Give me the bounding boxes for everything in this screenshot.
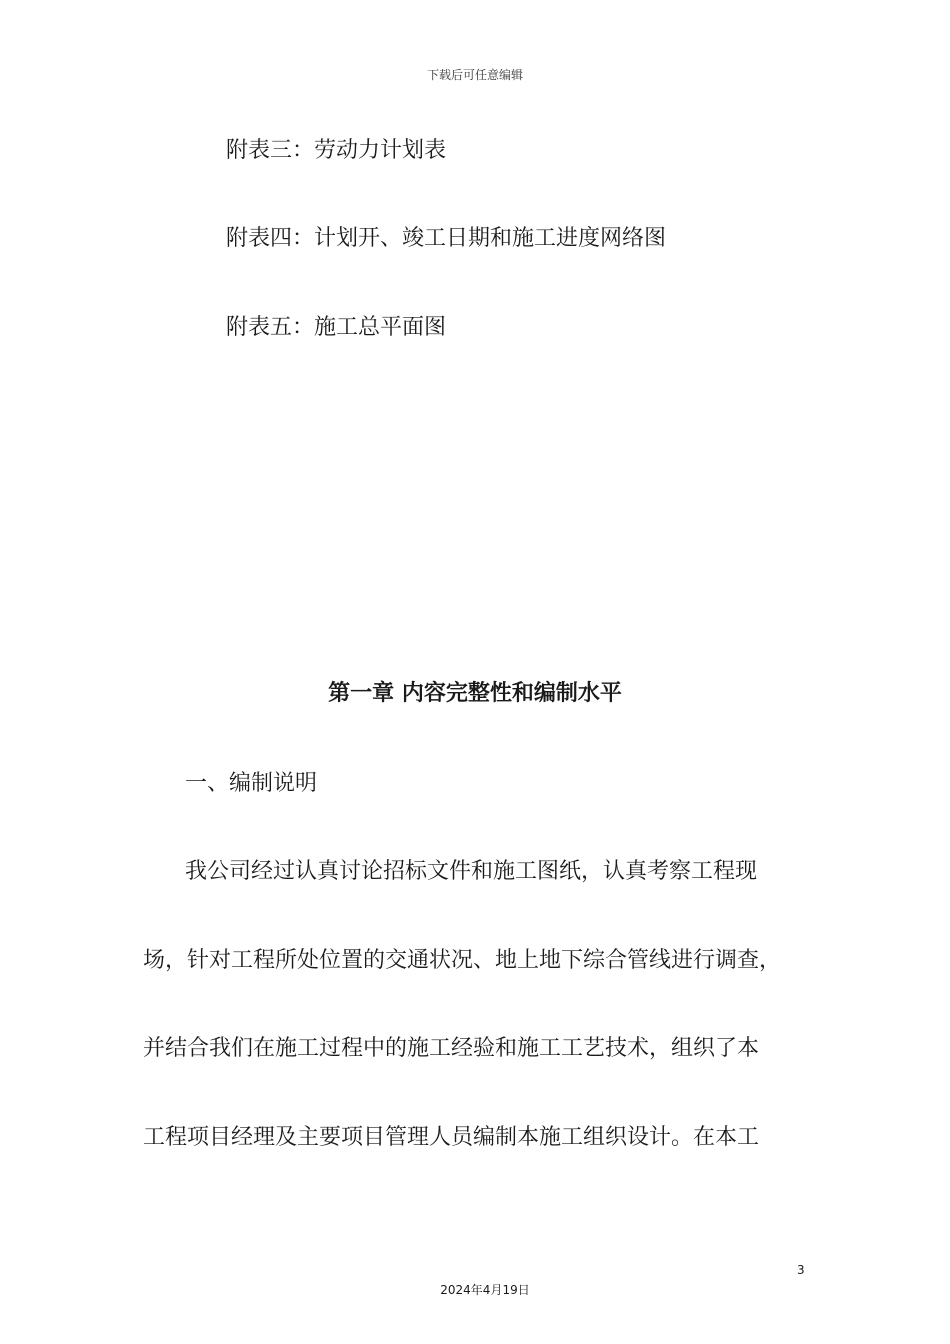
body-line-3: 并结合我们在施工过程中的施工经验和施工工艺技术，组织了本 — [143, 1036, 760, 1061]
chapter-title: 第一章 内容完整性和编制水平 — [328, 681, 622, 706]
header-note: 下载后可任意编辑 — [426, 68, 523, 82]
appendix-item-4: 附表四：计划开、竣工日期和施工进度网络图 — [226, 226, 667, 251]
body-line-2: 场，针对工程所处位置的交通状况、地上地下综合管线进行调查， — [143, 948, 782, 973]
appendix-item-5: 附表五：施工总平面图 — [226, 315, 447, 340]
body-line-4: 工程项目经理及主要项目管理人员编制本施工组织设计。在本工 — [143, 1125, 760, 1150]
appendix-item-3: 附表三：劳动力计划表 — [226, 138, 447, 163]
page-number: 3 — [797, 1263, 805, 1277]
body-line-1: 我公司经过认真讨论招标文件和施工图纸，认真考察工程现 — [185, 859, 758, 884]
section-heading: 一、编制说明 — [185, 771, 318, 796]
footer-date: 2024年4月19日 — [440, 1283, 530, 1297]
